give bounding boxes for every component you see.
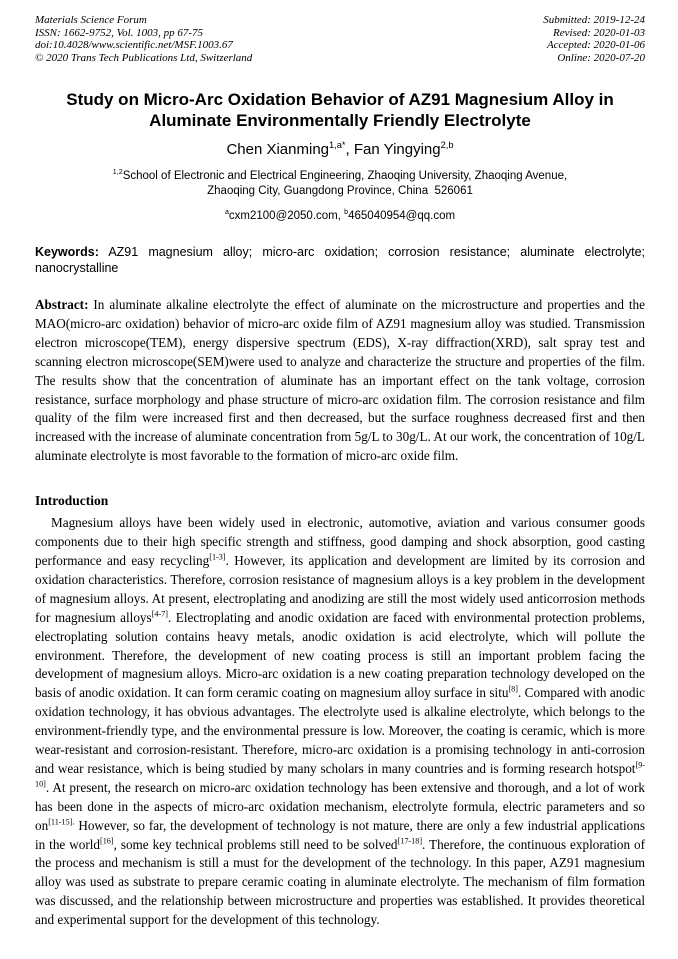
online-date: Online: 2020-07-20 (557, 51, 645, 64)
abstract-label: Abstract: (35, 297, 89, 312)
introduction-heading: Introduction (35, 493, 109, 509)
affiliation (35, 169, 645, 198)
keywords-label: Keywords: (35, 245, 99, 259)
submitted-date: Submitted: 2019-12-24 (543, 14, 645, 26)
keywords-text: AZ91 magnesium alloy; micro-arc oxidation; corrosion resistance; aluminate electrolyte; nanocrystalline (35, 245, 645, 275)
introduction-paragraph: Magnesium alloys have been widely used in electronic, automotive, aviation and various consumer goods components due to their high specific strength and stiffness, good damping and shock absorption, good casting performance and easy recycling[1-3]. However, its application and development are limited by its corrosion and oxidation characteristics. Therefore, corrosion resistance of magnesium alloys is a key problem in the development of magnesium alloys. At present, electroplating and anodizing are still the most widely used anticorrosion methods for magnesium alloys[4-7]. Electroplating and anodic oxidation are faced with environmental protection problems, electroplating solution contains heavy metals, anodic oxidation is acid electrolyte, which will pollute the environment. Therefore, the development of new coating process is still an important problem facing the development of magnesium alloys. Micro-arc oxidation is a new coating preparation technology developed on the basis of anodic oxidation. It can form ceramic coating on magnesium alloy surface in situ[8]. Compared with anodic oxidation technology, it has obvious advantages. The electrolyte used is alkaline electrolyte, which belongs to the environment-friendly type, and the environmental pressure is low. Moreover, the coating is ceramic, which is more wear-resistant and corrosion-resistant. Therefore, micro-arc oxidation is a promising technology in anti-corrosion and wear resistance, which is being studied by many scholars in many countries and is forming research hotspot[9-10]. At present, the research on micro-arc oxidation technology has been extensive and thorough, and a lot of work has been done in the aspects of micro-arc oxidation mechanism, electrolyte formula, electric parameters and so $on^{[11-15].}$ However, so far, the development of technology is not mature, there are only a few industrial applications in the world[16], some key technical problems still need to be solved[17-18]. Therefore, the continuous exploration of the process and mechanism is still a must for the development of the technology. In this paper, AZ91 magnesium alloy was used as substrate to prepare ceramic coating in aluminate electrolyte. The mechanism of film formation was discussed, and the relationship between microstructure and properties was established. It provides theoretical and experimental support for the development of this technology. (35, 515, 646, 928)
paper-title-line-2: Aluminate Environmentally Friendly Electrolyte (149, 111, 531, 130)
journal-info (35, 14, 252, 64)
revised-date: Revised: 2020-01-03 (553, 26, 645, 39)
journal-doi: doi:10.4028/www.scientific.net/MSF.1003.67 (35, 39, 233, 51)
abstract-paragraph (35, 296, 645, 466)
abstract-text: In aluminate alkaline electrolyte the effect of aluminate on the microstructure and properties and the MAO(micro-arc oxidation) behavior of micro-arc oxide film of AZ91 magnesium alloy was studied. Transmission electron microscope(TEM), energy dispersive spectrum (EDS), X-ray diffraction(XRD), salt spray test and scanning electron microscope(SEM)were used to analyze and characterize the structure and properties of the film. The results show that the concentration of aluminate has an important effect on the tank voltage, corrosion resistance, surface morphology and phase structure of micro-arc oxidation film. The corrosion resistance and film quality of the film were increased first and then decreased, but the surface roughness decreased first and then increased with the increase of aluminate concentration from 5g/L to 30g/L. At our work, the concentration of 10g/L aluminate electrolyte is most favorable to the formation of micro-arc oxide film. (35, 297, 645, 464)
journal-copyright: © 2020 Trans Tech Publications Ltd, Switzerland (35, 51, 253, 64)
author-names: Chen Xianming$^{1,a*}$, Fan Yingying$^{2,b}$ (226, 140, 454, 158)
paper-title (35, 89, 645, 131)
journal-meta-header (35, 14, 645, 64)
journal-name: Materials Science Forum (35, 14, 147, 26)
submission-dates (543, 14, 645, 64)
paper-title-line-1: Study on Micro-Arc Oxidation Behavior of AZ91 Magnesium Alloy in (66, 90, 614, 109)
affiliation-line-2: Zhaoqing City, Guangdong Province, China 526061 (207, 184, 473, 197)
keywords-paragraph (35, 244, 645, 276)
journal-issn-volume: ISSN: 1662-9752, Vol. 1003, pp 67-75 (35, 26, 204, 39)
accepted-date: Accepted: 2020-01-06 (546, 39, 645, 51)
affiliation-line-1: $^{1,2}$School of Electronic and Electrical Engineering, Zhaoqing University, Zhaoqing Avenue, (112, 168, 568, 182)
author-emails: $^a$cxm2100@2050.com, $^b$465040954@qq.com (224, 208, 456, 222)
